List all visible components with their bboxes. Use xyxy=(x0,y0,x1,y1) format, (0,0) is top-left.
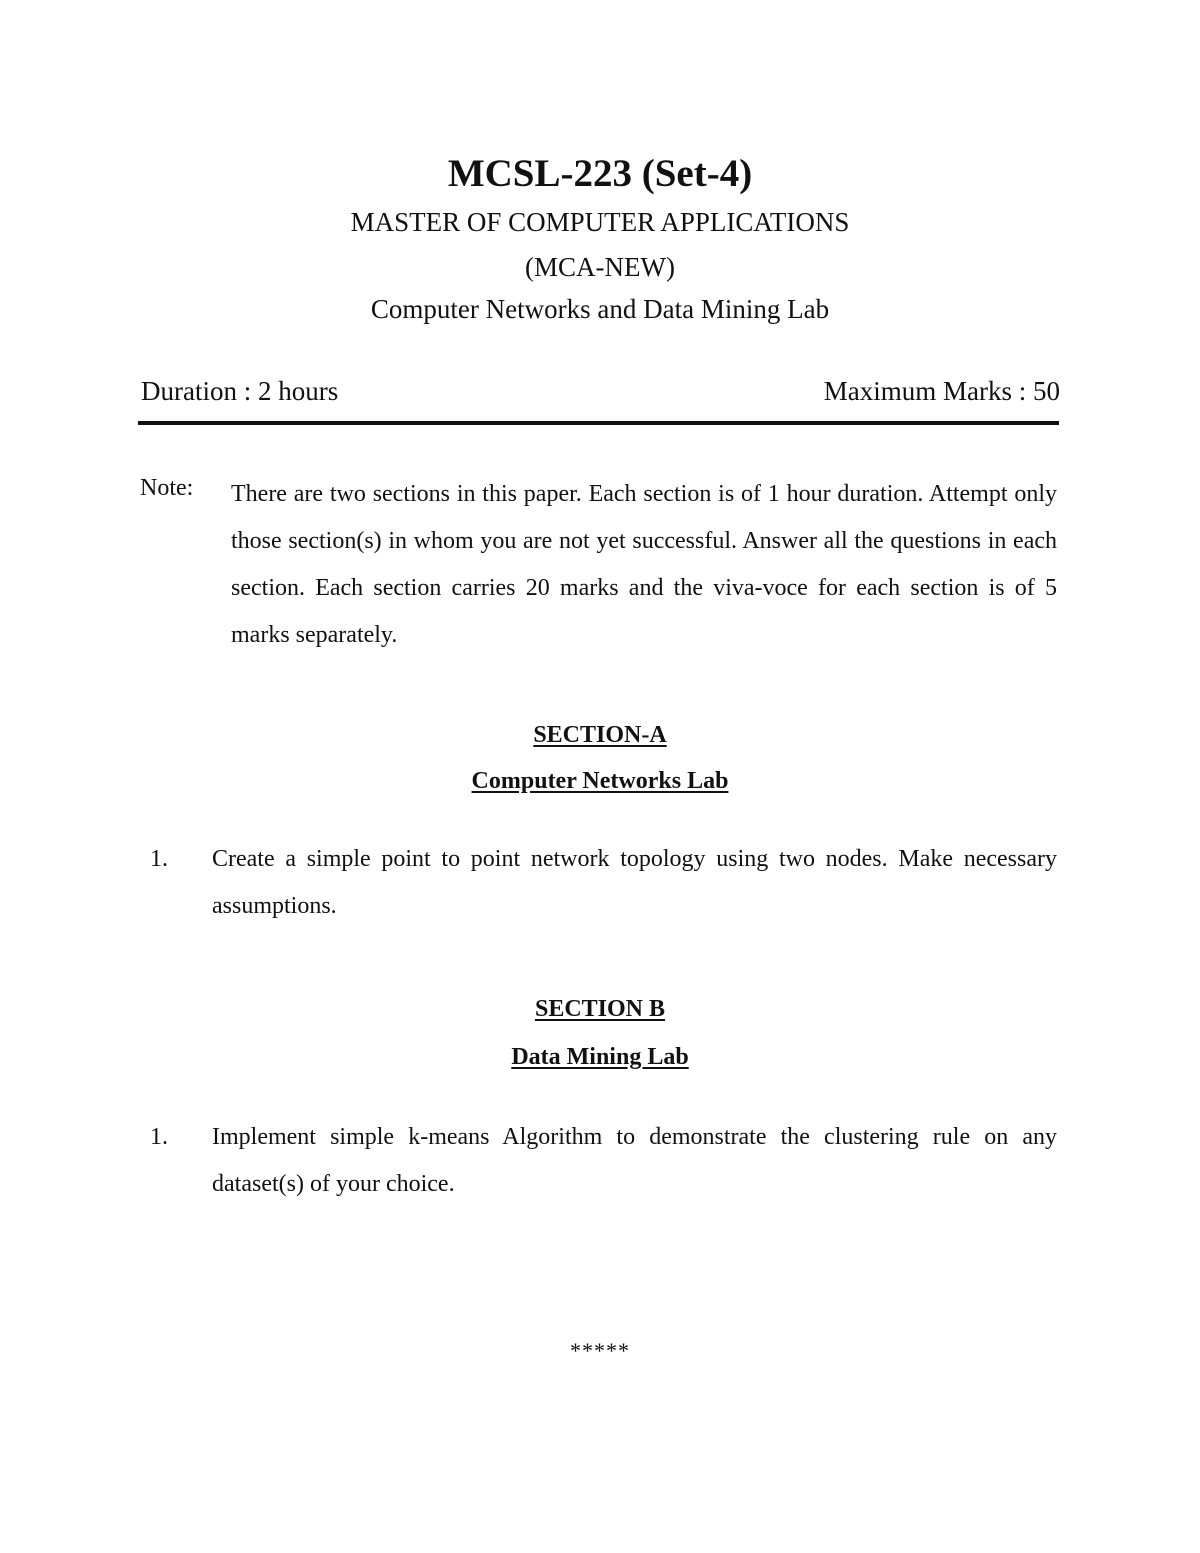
section-b-question-number: 1. xyxy=(150,1124,168,1150)
section-a-title: SECTION-A xyxy=(533,722,667,748)
section-b-subtitle: Data Mining Lab xyxy=(511,1044,689,1070)
maximum-marks: Maximum Marks : 50 xyxy=(823,376,1060,406)
note-label: Note: xyxy=(140,475,194,501)
section-b-question-text: Implement simple k-means Algorithm to demonstrate the clustering rule on any dataset(s) of your choice. xyxy=(212,1124,1057,1197)
duration: Duration : 2 hours xyxy=(141,376,339,406)
course-title: Computer Networks and Data Mining Lab xyxy=(370,294,830,324)
section-b-title: SECTION B xyxy=(534,996,666,1022)
end-of-paper-mark: ***** xyxy=(570,1338,630,1363)
section-a-question-text: Create a simple point to point network topology using two nodes. Make necessary assumptions. xyxy=(212,846,1057,919)
program-variant: (MCA-NEW) xyxy=(525,252,675,282)
program-title: MASTER OF COMPUTER APPLICATIONS xyxy=(350,207,850,237)
note-text: There are two sections in this paper. Each section is of 1 hour duration. Attempt only those section(s) in whom you are not yet successful. Answer all the questions in each section. Each section carries 20 marks and the viva-voce for each section is of 5 marks separately. xyxy=(231,481,1057,648)
section-a-question-number: 1. xyxy=(150,846,168,872)
paper-code: MCSL-223 (Set-4) xyxy=(447,152,753,195)
header-divider xyxy=(138,421,1059,425)
section-a-subtitle: Computer Networks Lab xyxy=(471,768,729,794)
